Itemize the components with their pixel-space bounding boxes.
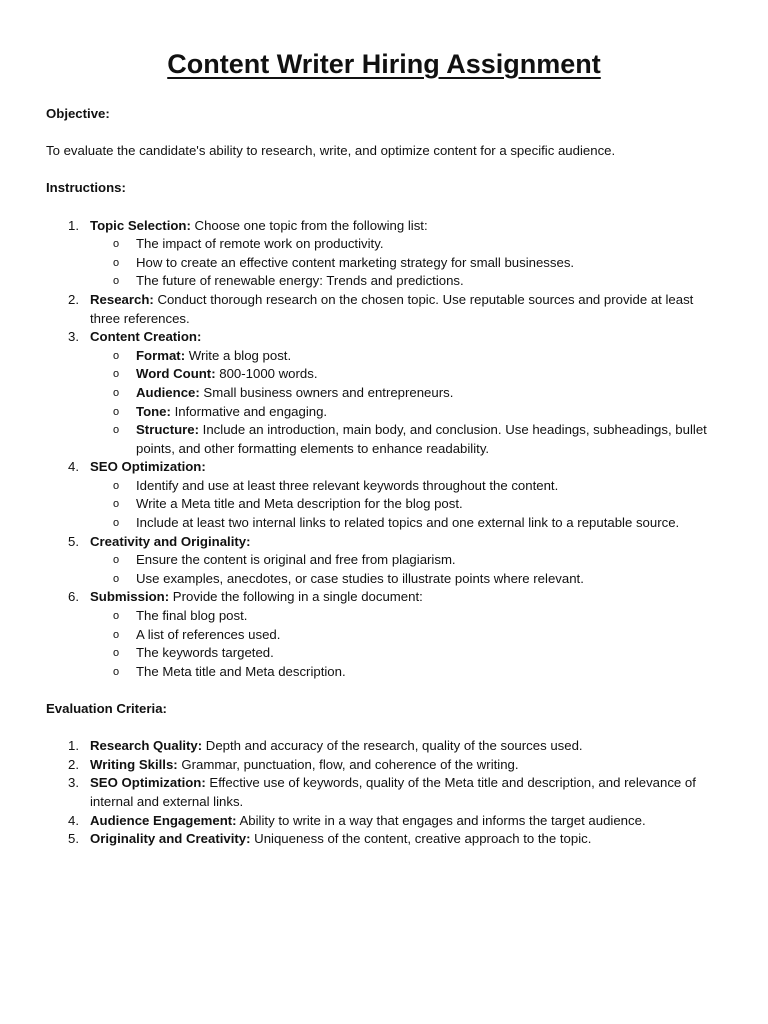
sub-item-text: How to create an effective content marketing strategy for small businesses. (136, 254, 575, 270)
list-item-text: Ability to write in a way that engages and informs the target audience. (236, 812, 646, 828)
instruction-item (46, 291, 722, 328)
instruction-sublist (90, 347, 722, 459)
list-number: 6. (68, 589, 79, 605)
list-item-heading: Research: (90, 291, 154, 307)
sub-item-text: Ensure the content is original and free from plagiarism. (136, 552, 456, 568)
sub-list-item (90, 254, 722, 273)
sub-item-heading: Format: (136, 347, 186, 363)
list-item-heading: Writing Skills: (90, 756, 178, 772)
list-item-heading: SEO Optimization: (90, 775, 206, 791)
objective-text: To evaluate the candidate's ability to research, write, and optimize content for a specific audience. (46, 143, 616, 159)
sub-list-item (90, 421, 722, 458)
sub-list-item (90, 384, 722, 403)
bullet-icon: o (113, 424, 120, 437)
sub-item-text: Write a blog post. (185, 347, 292, 363)
sub-list-item (90, 365, 722, 384)
sub-list-item (90, 570, 722, 589)
sub-list-item (90, 235, 722, 254)
instruction-sublist (90, 607, 722, 681)
list-number: 2. (68, 291, 79, 307)
sub-list-item (90, 347, 722, 366)
bullet-icon: o (113, 610, 120, 623)
list-number: 1. (68, 217, 79, 233)
instructions-list (46, 217, 722, 682)
sub-item-heading: Tone: (136, 403, 171, 419)
criteria-item (46, 737, 722, 756)
list-item-heading: Originality and Creativity: (90, 831, 251, 847)
bullet-icon: o (113, 498, 120, 511)
objective-label: Objective: (46, 106, 110, 121)
sub-item-text: The Meta title and Meta description. (136, 663, 346, 679)
instruction-item (46, 458, 722, 532)
list-item-heading: Research Quality: (90, 738, 203, 754)
sub-item-heading: Audience: (136, 384, 200, 400)
instruction-item (46, 588, 722, 681)
bullet-icon: o (113, 349, 120, 362)
list-number: 3. (68, 775, 79, 791)
document-title-text: Content Writer Hiring Assignment (167, 49, 601, 79)
bullet-icon: o (113, 238, 120, 251)
sub-list-item (90, 403, 722, 422)
instruction-item (46, 328, 722, 458)
instruction-sublist (90, 235, 722, 291)
list-item-heading: Content Creation: (90, 329, 202, 345)
bullet-icon: o (113, 256, 120, 269)
sub-item-text: 800-1000 words. (215, 366, 318, 382)
bullet-icon: o (113, 554, 120, 567)
bullet-icon: o (113, 386, 120, 399)
sub-item-heading: Structure: (136, 422, 200, 438)
sub-item-text: Informative and engaging. (170, 403, 328, 419)
list-item-heading: Creativity and Originality: (90, 533, 251, 549)
list-number: 5. (68, 831, 79, 847)
list-number: 4. (68, 459, 79, 475)
criteria-item (46, 774, 722, 811)
sub-item-text: The impact of remote work on productivity. (136, 236, 384, 252)
evaluation-criteria-label: Evaluation Criteria: (46, 701, 167, 716)
list-number: 4. (68, 812, 79, 828)
sub-item-text: Write a Meta title and Meta description for the blog post. (136, 496, 463, 512)
sub-item-text: The future of renewable energy: Trends and predictions. (136, 273, 464, 289)
sub-list-item (90, 607, 722, 626)
criteria-item (46, 756, 722, 775)
instruction-item (46, 217, 722, 291)
sub-list-item (90, 644, 722, 663)
list-item-heading: Topic Selection: (90, 217, 191, 233)
criteria-item (46, 812, 722, 831)
sub-item-text: Include at least two internal links to related topics and one external link to a reputable source. (136, 515, 680, 531)
sub-item-text: A list of references used. (136, 626, 281, 642)
sub-list-item (90, 551, 722, 570)
instruction-sublist (90, 551, 722, 588)
bullet-icon: o (113, 517, 120, 530)
document-title (46, 46, 722, 82)
sub-list-item (90, 477, 722, 496)
list-item-heading: SEO Optimization: (90, 459, 206, 475)
bullet-icon: o (113, 405, 120, 418)
bullet-icon: o (113, 368, 120, 381)
list-item-text: Provide the following in a single document: (169, 589, 423, 605)
bullet-icon: o (113, 572, 120, 585)
instruction-sublist (90, 477, 722, 533)
list-item-text: Choose one topic from the following list: (190, 217, 428, 233)
instructions-label: Instructions: (46, 180, 126, 196)
bullet-icon: o (113, 628, 120, 641)
bullet-icon: o (113, 275, 120, 288)
evaluation-criteria-list (46, 737, 722, 849)
list-item-heading: Audience Engagement: (90, 812, 237, 828)
sub-list-item (90, 495, 722, 514)
criteria-item (46, 830, 722, 849)
sub-list-item (90, 272, 722, 291)
sub-list-item (90, 514, 722, 533)
sub-item-text: The keywords targeted. (136, 645, 274, 661)
list-number: 3. (68, 329, 79, 345)
list-item-text: Uniqueness of the content, creative approach to the topic. (250, 831, 592, 847)
bullet-icon: o (113, 647, 120, 660)
bullet-icon: o (113, 665, 120, 678)
bullet-icon: o (113, 479, 120, 492)
list-item-text: Conduct thorough research on the chosen topic. Use reputable sources and provide at least three references. (90, 291, 694, 326)
sub-item-text: Identify and use at least three relevant keywords throughout the content. (136, 477, 559, 493)
sub-item-text: Small business owners and entrepreneurs. (199, 384, 454, 400)
list-item-text: Grammar, punctuation, flow, and coherence of the writing. (177, 756, 519, 772)
list-number: 2. (68, 756, 79, 772)
list-item-text: Effective use of keywords, quality of the Meta title and description, and relevance of internal and external links. (90, 775, 696, 809)
sub-item-heading: Word Count: (136, 366, 216, 382)
sub-item-text: The final blog post. (136, 608, 248, 624)
list-number: 1. (68, 738, 79, 754)
list-number: 5. (68, 533, 79, 549)
list-item-heading: Submission: (90, 589, 170, 605)
list-item-text: Depth and accuracy of the research, quality of the sources used. (202, 738, 583, 754)
sub-item-text: Use examples, anecdotes, or case studies to illustrate points where relevant. (136, 570, 584, 586)
sub-item-text: Include an introduction, main body, and conclusion. Use headings, subheadings, bullet points, and other formatting elements to enhance readability. (136, 422, 707, 456)
sub-list-item (90, 626, 722, 645)
sub-list-item (90, 663, 722, 682)
instruction-item (46, 533, 722, 589)
